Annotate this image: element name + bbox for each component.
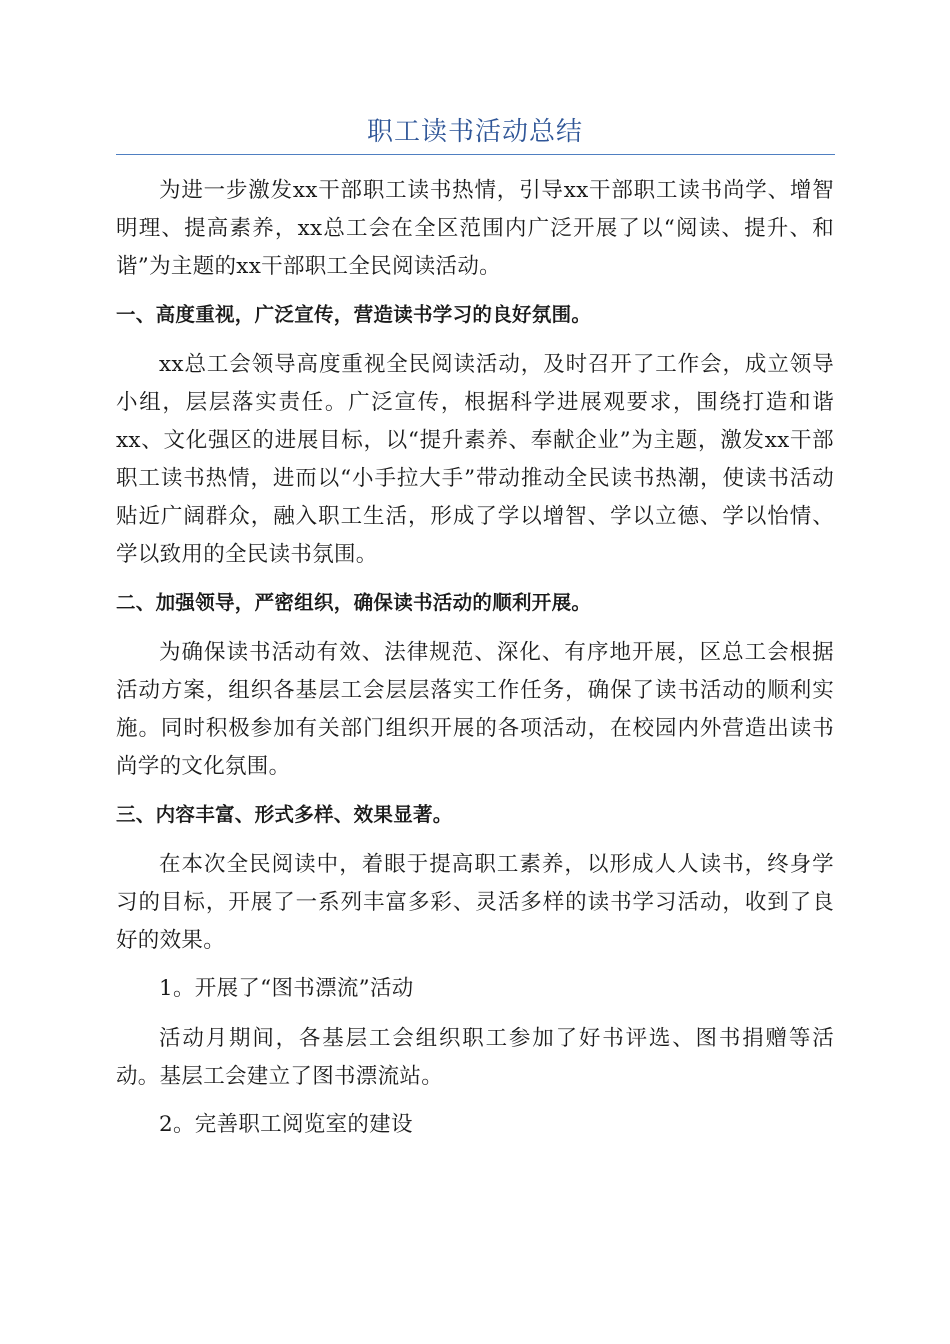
list-item-1: 1。开展了“图书漂流”活动 [159,976,414,1001]
list-item-1-paragraph: 活动月期间，各基层工会组织职工参加了好书评选、图书捐赠等活动。基层工会建立了图书漂流站。 [116,1026,834,1089]
document-title: 职工读书活动总结 [366,117,583,147]
intro-paragraph: 为进一步激发xx干部职工读书热情，引导xx干部职工读书尚学、增智明理、提高素养，xx总工会在全区范围内广泛开展了以“阅读、提升、和谐”为主题的xx干部职工全民阅读活动。 [116,178,834,279]
title-underline [116,154,835,155]
list-item-2: 2。完善职工阅览室的建设 [159,1112,413,1137]
section-1-paragraph: xx总工会领导高度重视全民阅读活动，及时召开了工作会，成立领导小组，层层落实责任。广泛宣传，根据科学进展观要求，围绕打造和谐xx、文化强区的进展目标，以“提升素养、奉献企业”为主题，激发xx干部职工读书热情，进而以“小手拉大手”带动推动全民读书热潮，使读书活动贴近广阔群众，融入职工生活，形成了学以增智、学以立德、学以怡情、学以致用的全民读书氛围。 [116,352,834,567]
section-3-paragraph: 在本次全民阅读中，着眼于提高职工素养，以形成人人读书，终身学习的目标，开展了一系列丰富多彩、灵活多样的读书学习活动，收到了良好的效果。 [116,852,834,953]
section-2-paragraph: 为确保读书活动有效、法律规范、深化、有序地开展，区总工会根据活动方案，组织各基层工会层层落实工作任务，确保了读书活动的顺利实施。同时积极参加有关部门组织开展的各项活动，在校园内外营造出读书尚学的文化氛围。 [116,640,834,779]
document-body [116,172,834,1156]
section-heading-2: 二、加强领导，严密组织，确保读书活动的顺利开展。 [116,591,592,614]
section-heading-1: 一、高度重视，广泛宣传，营造读书学习的良好氛围。 [116,303,592,326]
section-heading-3: 三、内容丰富、形式多样、效果显著。 [116,803,453,826]
